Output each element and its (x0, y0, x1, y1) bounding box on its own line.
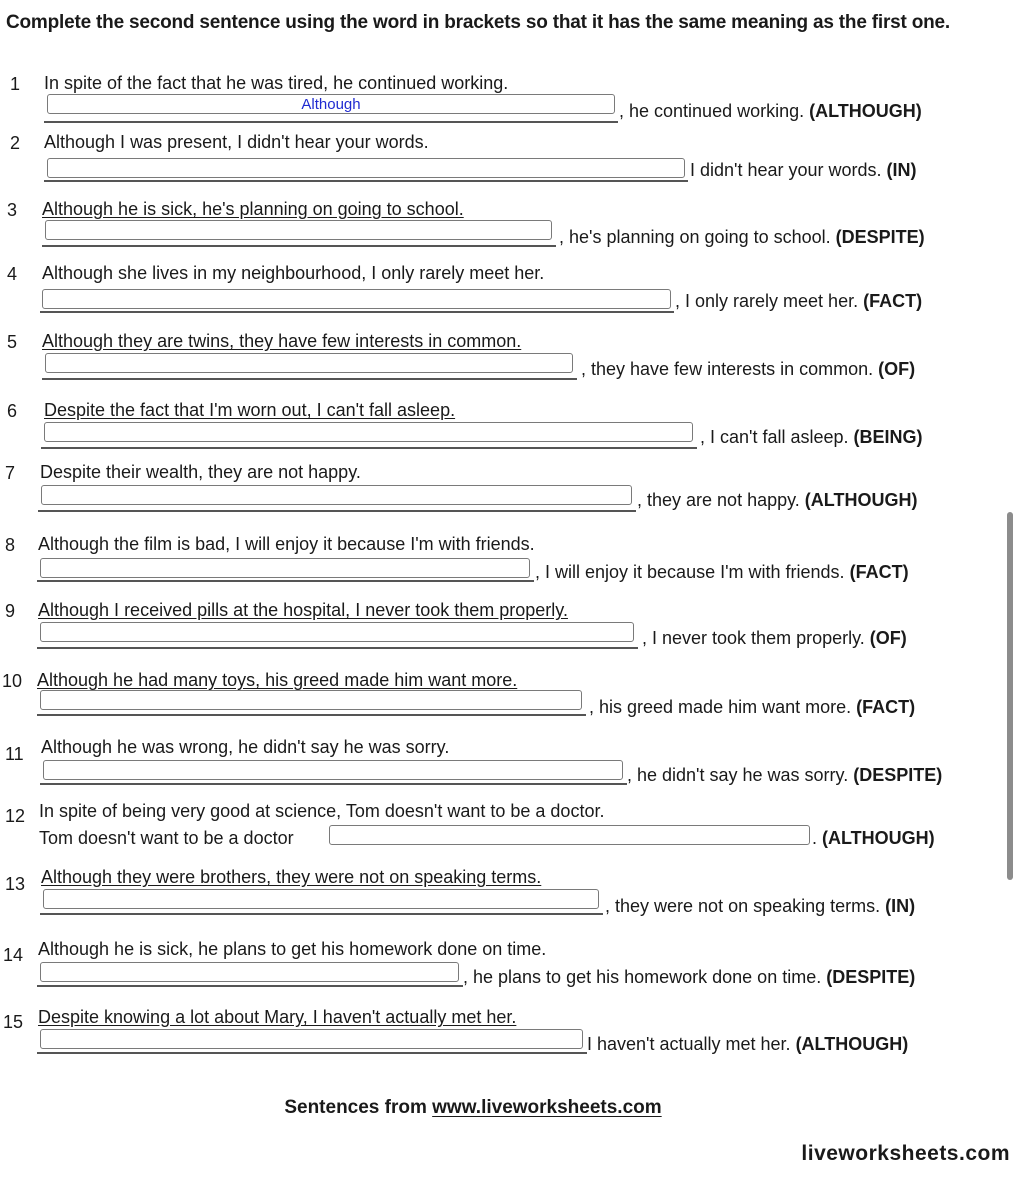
continuation-text: , he continued working. (619, 101, 805, 121)
answer-line (37, 647, 638, 649)
continuation-text: I haven't actually met her. (587, 1034, 791, 1054)
original-sentence: Although he was wrong, he didn't say he was sorry. (41, 737, 450, 757)
item-number: 1 (10, 74, 21, 94)
continuation-text: , I only rarely meet her. (675, 291, 859, 311)
continuation-text: , they are not happy. (637, 490, 800, 510)
sentence-continuation (589, 697, 915, 718)
answer-line (38, 510, 636, 512)
sentence-continuation (605, 896, 915, 917)
keyword: (FACT) (849, 562, 909, 582)
item-number: 6 (7, 401, 18, 421)
keyword: (DESPITE) (853, 765, 943, 785)
keyword: (DESPITE) (826, 967, 916, 987)
answer-input-7[interactable] (41, 485, 632, 505)
sentence-continuation (627, 765, 942, 786)
original-sentence: Although they are twins, they have few interests in common. (42, 331, 522, 351)
answer-line (42, 378, 577, 380)
answer-input-1[interactable] (47, 94, 615, 114)
source-credit (0, 1097, 946, 1119)
answer-line (40, 913, 603, 915)
scrollbar-thumb[interactable] (1007, 512, 1013, 880)
item-number: 9 (5, 601, 16, 621)
answer-input-13[interactable] (43, 889, 599, 909)
keyword: (FACT) (856, 697, 916, 717)
answer-input-6[interactable] (44, 422, 693, 442)
answer-input-9[interactable] (40, 622, 634, 642)
item-number: 3 (7, 200, 18, 220)
item-number: 14 (3, 945, 24, 965)
sentence-continuation (559, 227, 925, 248)
continuation-text: I didn't hear your words. (690, 160, 882, 180)
answer-line (40, 311, 674, 313)
continuation-text: , I will enjoy it because I'm with friends. (535, 562, 845, 582)
keyword: (DESPITE) (835, 227, 925, 247)
original-sentence: In spite of the fact that he was tired, he continued working. (44, 73, 509, 93)
continuation-text: , they were not on speaking terms. (605, 896, 881, 916)
original-sentence: Despite the fact that I'm worn out, I can't fall asleep. (44, 400, 456, 420)
sentence-continuation (587, 1034, 908, 1055)
keyword: (IN) (885, 896, 916, 916)
keyword: (ALTHOUGH) (822, 828, 935, 848)
keyword: (IN) (886, 160, 917, 180)
answer-input-14[interactable] (40, 962, 459, 982)
original-sentence: Despite knowing a lot about Mary, I haven't actually met her. (38, 1007, 517, 1027)
item-number: 7 (5, 463, 16, 483)
original-sentence: Although he had many toys, his greed made him want more. (37, 670, 518, 690)
original-sentence: Although the film is bad, I will enjoy it because I'm with friends. (38, 534, 535, 554)
original-sentence: Although he is sick, he's planning on going to school. (42, 199, 464, 219)
answer-input-10[interactable] (40, 690, 582, 710)
continuation-text: , he plans to get his homework done on time. (463, 967, 822, 987)
answer-line (37, 1052, 587, 1054)
continuation-text: , I never took them properly. (642, 628, 865, 648)
item-number: 11 (5, 744, 24, 764)
item-number: 8 (5, 535, 16, 555)
answer-input-5[interactable] (45, 353, 573, 373)
instruction-heading: Complete the second sentence using the word in brackets so that it has the same meaning as the first one. (6, 12, 951, 33)
answer-input-11[interactable] (43, 760, 623, 780)
continuation-text: , he's planning on going to school. (559, 227, 831, 247)
sentence-continuation (675, 291, 922, 312)
answer-line (42, 245, 556, 247)
answer-line (41, 447, 697, 449)
continuation-text: , his greed made him want more. (589, 697, 852, 717)
keyword: (FACT) (863, 291, 923, 311)
original-sentence: In spite of being very good at science, Tom doesn't want to be a doctor. (39, 801, 605, 821)
keyword: (OF) (878, 359, 916, 379)
item-number: 10 (2, 671, 23, 691)
source-label: Sentences from (284, 1097, 427, 1118)
original-sentence: Although I received pills at the hospital, I never took them properly. (38, 600, 568, 620)
original-sentence: Although she lives in my neighbourhood, I only rarely meet her. (42, 263, 545, 283)
keyword: (ALTHOUGH) (804, 490, 918, 510)
sentence-continuation (637, 490, 917, 511)
answer-input-12[interactable] (329, 825, 810, 845)
continuation-text: , he didn't say he was sorry. (627, 765, 849, 785)
answer-line (37, 985, 463, 987)
continuation-text: . (812, 828, 818, 848)
source-link[interactable]: www.liveworksheets.com (432, 1097, 662, 1118)
sentence-continuation (690, 160, 917, 181)
item-number: 13 (5, 874, 26, 894)
item-number: 5 (7, 332, 18, 352)
answer-line (44, 180, 688, 182)
answer-line (40, 783, 627, 785)
footer-brand: liveworksheets.com (801, 1142, 1010, 1165)
answer-input-8[interactable] (40, 558, 530, 578)
continuation-text: , they have few interests in common. (581, 359, 874, 379)
keyword: (OF) (869, 628, 907, 648)
answer-line (44, 121, 618, 123)
answer-line (37, 580, 534, 582)
answer-input-2[interactable] (47, 158, 685, 178)
original-sentence: Although he is sick, he plans to get his homework done on time. (38, 939, 547, 959)
sentence-continuation (535, 562, 909, 583)
continuation-text: , I can't fall asleep. (700, 427, 849, 447)
sentence-continuation (642, 628, 907, 649)
keyword: (BEING) (853, 427, 923, 447)
keyword: (ALTHOUGH) (809, 101, 922, 121)
item-number: 4 (7, 264, 18, 284)
answer-input-4[interactable] (42, 289, 671, 309)
answer-input-15[interactable] (40, 1029, 583, 1049)
sentence-continuation (463, 967, 915, 988)
sentence-continuation (812, 828, 935, 849)
sentence-continuation (700, 427, 923, 448)
sentence-continuation (581, 359, 915, 380)
answer-input-3[interactable] (45, 220, 552, 240)
sentence-prefix: Tom doesn't want to be a doctor (39, 828, 294, 848)
item-number: 2 (10, 133, 21, 153)
sentence-continuation (619, 101, 922, 122)
original-sentence: Although they were brothers, they were not on speaking terms. (41, 867, 542, 887)
keyword: (ALTHOUGH) (795, 1034, 909, 1054)
original-sentence: Although I was present, I didn't hear your words. (44, 132, 429, 152)
original-sentence: Despite their wealth, they are not happy. (40, 462, 361, 482)
item-number: 15 (3, 1012, 24, 1032)
item-number: 12 (5, 806, 26, 826)
answer-line (37, 714, 586, 716)
